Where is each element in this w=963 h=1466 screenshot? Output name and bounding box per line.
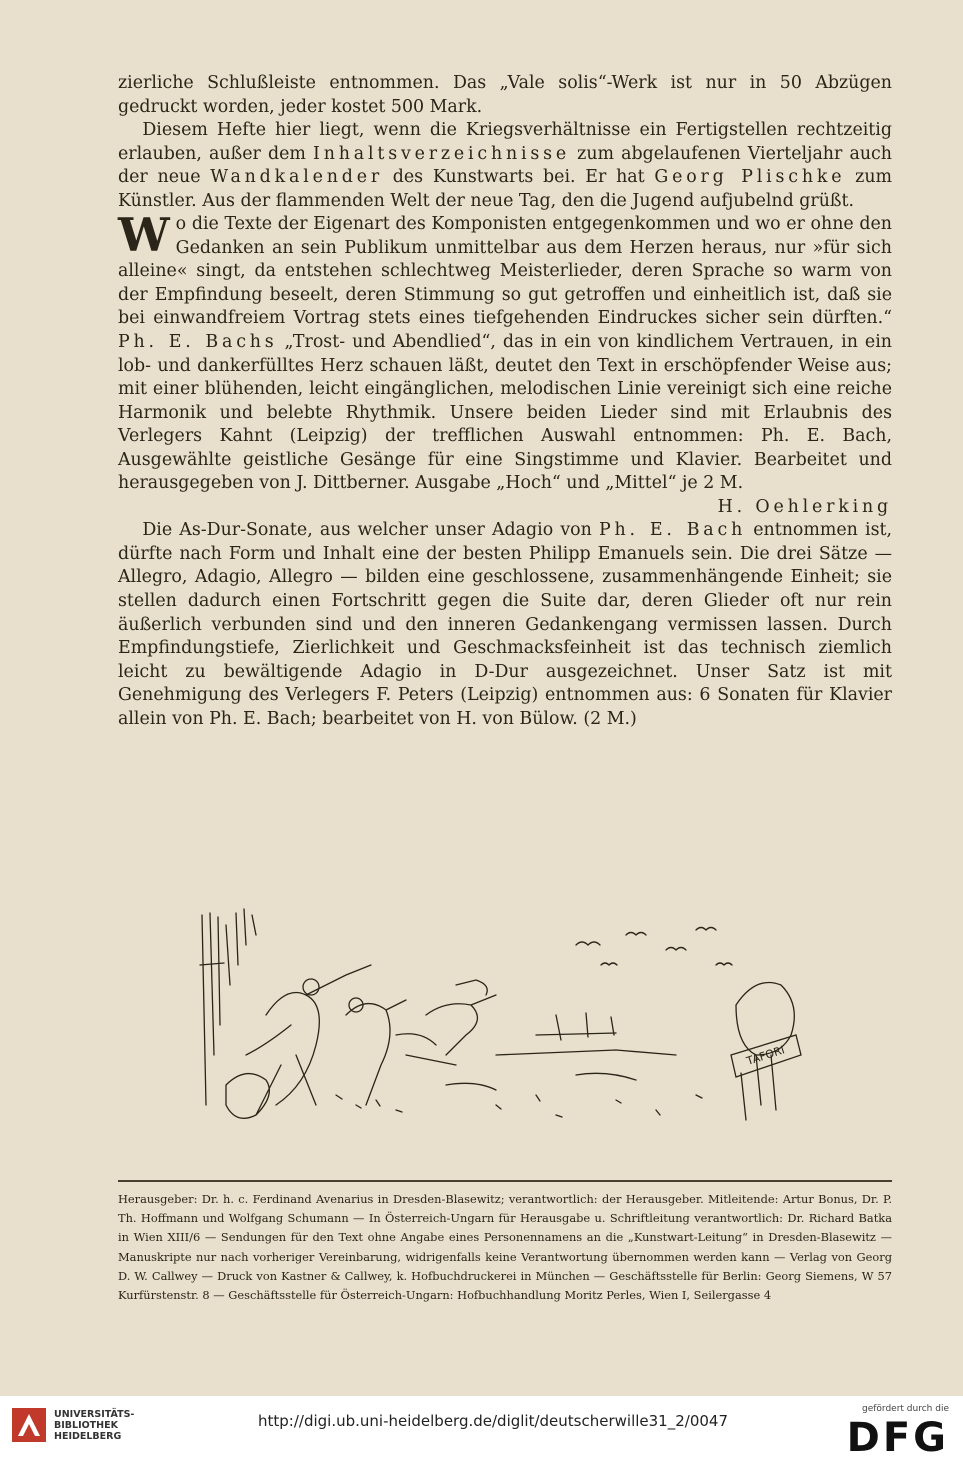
paragraph-4-text-b: entnommen ist, dürfte nach Form und Inhalt eine der besten Philipp Emanuels sein. Die drei Sätze — Allegro, Adagio, Allegro — bilden eine geschlossene, zusammenhängende Einheit; sie stellen dadurch einen Fortschritt gegen die Suite dar, deren Glieder oft nur rein äußerlich verbunden sind und den inneren Gedankengang vermissen lassen. Durch Empfindungstiefe, Zierlichkeit und Geschmacksfeinheit ist das technisch ziemlich leicht zu bewältigende Adagio in D-Dur ausgezeichnet. Unser Satz ist mit Genehmigung des Verlegers F. Peters (Leipzig) entnommen aus: 6 Sonaten für Klavier allein von Ph. E. Bach; bearbeitet von H. von Bülow. (2 M.)	[118, 520, 893, 729]
artist-name: Georg Plischke	[654, 167, 846, 188]
library-name	[54, 1409, 134, 1442]
source-url[interactable]: http://digi.ub.uni-heidelberg.de/diglit/deutscherwille31_2/0047	[258, 1412, 728, 1430]
paragraph-1-text: zierliche Schlußleiste entnommen. Das „Vale solis“-Werk ist nur in 50 Abzügen gedruckt worden, jeder kostet 500 Mark.	[118, 73, 892, 117]
library-name-line-3: HEIDELBERG	[54, 1430, 122, 1442]
digitization-footer	[0, 1396, 963, 1466]
paragraph-3-text-b: „Trost- und Abendlied“, das in ein von kindlichem Vertrauen, in ein lob- und dankerfülltes Herz schauen läßt, deutet den Text in erschöpfender Weise aus; mit einer blühenden, leicht eingänglichen, melodischen Linie vereinigt sich eine reiche Harmonik und belebte Rhythmik. Unsere beiden Lieder sind mit Erlaubnis des Verlegers Kahnt (Leipzig) der trefflichen Auswahl entnommen: Ph. E. Bach, Ausgewählte geistliche Gesänge für eine Singstimme und Klavier. Bearbeitet und herausgegeben von J. Dittberner. Ausgabe „Hoch“ und „Mittel“ je 2 M.	[118, 332, 892, 494]
paragraph-2-text-a: Diesem Hefte hier liegt, wenn die Kriegsverhältnisse ein Fertigstellen rechtzeitig erlauben, außer dem	[118, 120, 892, 164]
paragraph-3	[118, 208, 892, 517]
index-term: Inhaltsverzeichnisse	[313, 143, 571, 164]
paragraph-2	[118, 119, 892, 213]
drop-cap: W	[118, 208, 170, 263]
funding-caption: gefördert durch die	[862, 1404, 949, 1414]
composer-name: Ph. E. Bachs	[118, 332, 278, 353]
library-name-line-2: BIBLIOTHEK	[54, 1419, 118, 1431]
library-logo[interactable]	[12, 1408, 134, 1442]
imprint-text: Herausgeber: Dr. h. c. Ferdinand Avenarius in Dresden-Blasewitz; verantwortlich: der Herausgeber. Mitleitende: Artur Bonus, Dr. P. Th. Hoffmann und Wolfgang Schumann — In Österreich-Ungarn für Herausgabe u. Schriftleitung verantwortlich: Dr. Richard Batka in Wien XIII/6 — Sendungen für den Text ohne Angabe eines Personennamens an die „Kunstwart-Leitung“ in Dresden-Blasewitz — Manuskripte nur nach vorheriger Vereinbarung, widrigenfalls keine Verantwortung übernommen werden kann — Verlag von Georg D. W. Callwey — Druck von Kastner & Callwey, k. Hofbuchdruckerei in München — Geschäftsstelle für Berlin: Georg Siemens, W 57 Kurfürstenstr. 8 — Geschäftsstelle für Österreich-Ungarn: Hofbuchhandlung Moritz Perles, Wien I, Seilergasse 4	[118, 1192, 892, 1303]
paragraph-2-text-d: zum Künstler. Aus der flammenden Welt der neue Tag, den die Jugend aufjubelnd grüßt.	[118, 167, 893, 211]
paragraph-2-text-b: zum abgelaufenen Vierteljahr auch der neue	[118, 143, 892, 188]
article-body	[118, 72, 892, 731]
paragraph-3-text-a: o die Texte der Eigenart des Komponisten entgegenkommen und wo er ohne den Gedanken an sein Publikum unmittelbar aus dem Herzen heraus, nur »für sich alleine« singt, da entstehen schlechtweg Meisterlieder, deren Sprache so warm von der Empfindung beseelt, deren Stimmung so gut getroffen und einheitlich ist, daß sie bei einwandfreiem Vortrag stets eines tiefgehenden Eindruckes sicher sein dürften.“	[118, 214, 892, 329]
signpost-text: TAFORI	[744, 1043, 787, 1068]
library-emblem-icon	[12, 1408, 46, 1442]
paragraph-4	[118, 519, 892, 731]
paragraph-2-text-c: des Kunstwarts bei. Er hat	[382, 167, 655, 188]
closing-vignette-illustration	[196, 905, 808, 1145]
imprint	[118, 1190, 892, 1305]
paragraph-4-text-a: Die As-Dur-Sonate, aus welcher unser Adagio von	[142, 520, 599, 541]
library-name-line-1: UNIVERSITÄTS-	[54, 1408, 135, 1420]
calendar-term: Wandkalender	[210, 167, 383, 188]
paragraph-1	[118, 72, 892, 119]
author-signature: H. Oehlerking	[717, 496, 892, 517]
dfg-logo[interactable]: DFG	[846, 1415, 949, 1461]
imprint-divider	[118, 1180, 892, 1182]
composer-name-2: Ph. E. Bach	[598, 520, 747, 541]
